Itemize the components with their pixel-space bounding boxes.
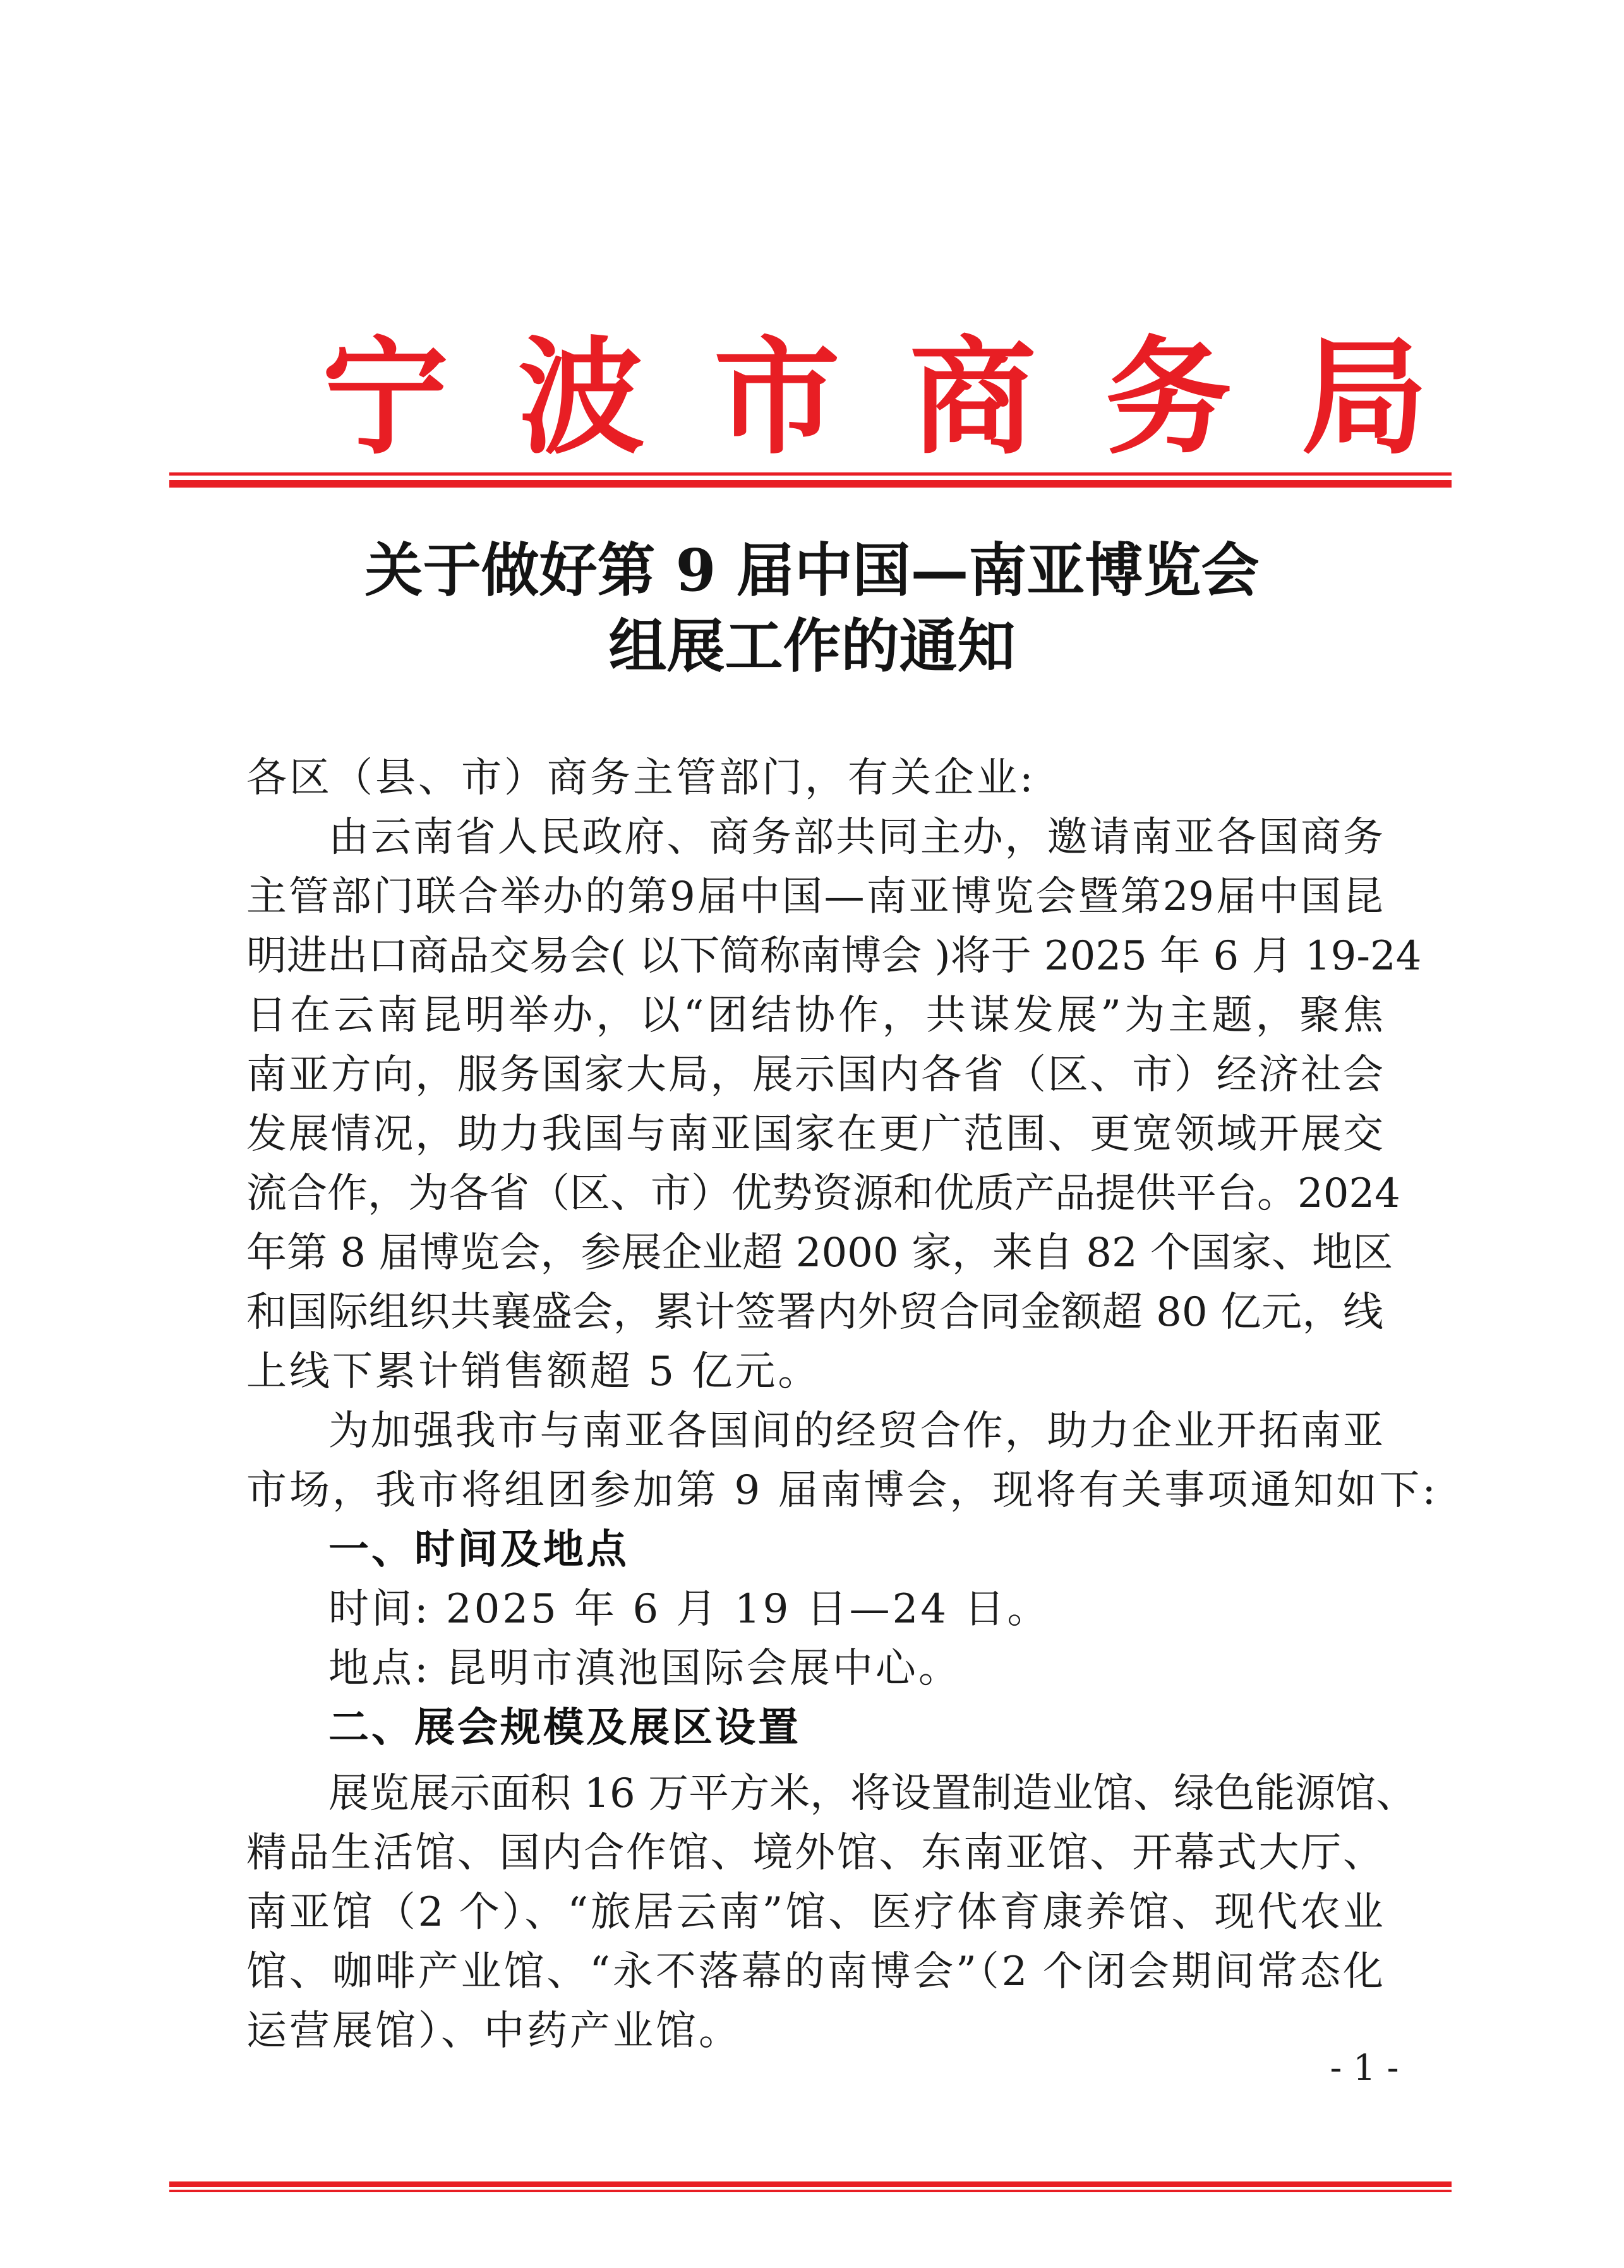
paragraph-line: 展览展示面积 16 万平方米，将设置制造业馆、绿色能源馆、	[328, 1770, 1417, 1817]
section-1-heading: 一、时间及地点	[328, 1526, 629, 1573]
salutation: 各区（县、市）商务主管部门，有关企业:	[246, 755, 1036, 801]
paragraph-line: 精品生活馆、国内合作馆、境外馆、东南亚馆、开幕式大厅、	[246, 1830, 1383, 1876]
letterhead-organization: 宁波市商务局	[322, 323, 1498, 472]
paragraph-line: 由云南省人民政府、商务部共同主办，邀请南亚各国商务	[328, 814, 1383, 861]
document-title-line1: 关于做好第 9 届中国—南亚博览会	[364, 536, 1260, 604]
footer-rule-thick	[169, 2181, 1452, 2187]
paragraph-line: 主管部门联合举办的第9届中国—南亚博览会暨第29届中国昆	[246, 873, 1383, 920]
paragraph-line: 年第 8 届博览会，参展企业超 2000 家，来自 82 个国家、地区	[246, 1230, 1393, 1276]
paragraph-line: 馆、咖啡产业馆、“永不落幕的南博会”（2 个闭会期间常态化	[246, 1948, 1383, 1995]
paragraph-line: 和国际组织共襄盛会，累计签署内外贸合同金额超 80 亿元，线	[246, 1289, 1383, 1336]
page-number: - 1 -	[1330, 2048, 1399, 2089]
footer-rule-thin	[169, 2190, 1452, 2192]
paragraph-line: 南亚馆（2 个）、“旅居云南”馆、医疗体育康养馆、现代农业	[246, 1889, 1383, 1936]
paragraph-line: 上线下累计销售额超 5 亿元。	[246, 1348, 821, 1395]
paragraph-line: 流合作，为各省（区、市）优势资源和优质产品提供平台。2024	[246, 1170, 1400, 1217]
paragraph-line: 南亚方向，服务国家大局，展示国内各省（区、市）经济社会	[246, 1052, 1383, 1098]
paragraph-line: 明进出口商品交易会( 以下简称南博会 )将于 2025 年 6 月 19-24	[246, 933, 1422, 980]
paragraph-line: 运营展馆）、中药产业馆。	[246, 2008, 742, 2055]
section-1-place: 地点: 昆明市滇池国际会展中心。	[328, 1645, 961, 1692]
document-title-line2: 组展工作的通知	[608, 612, 1016, 680]
paragraph-line: 日在云南昆明举办，以“团结协作，共谋发展”为主题，聚焦	[246, 992, 1383, 1039]
letterhead-rule-thin	[169, 472, 1452, 476]
paragraph-line: 发展情况，助力我国与南亚国家在更广范围、更宽领域开展交	[246, 1111, 1383, 1158]
paragraph-line: 为加强我市与南亚各国间的经贸合作，助力企业开拓南亚	[328, 1408, 1383, 1455]
paragraph-line: 市场，我市将组团参加第 9 届南博会，现将有关事项通知如下:	[246, 1467, 1438, 1514]
section-2-heading: 二、展会规模及展区设置	[328, 1704, 801, 1751]
section-1-time: 时间: 2025 年 6 月 19 日—24 日。	[328, 1586, 1050, 1633]
letterhead-rule-thick	[169, 480, 1452, 488]
